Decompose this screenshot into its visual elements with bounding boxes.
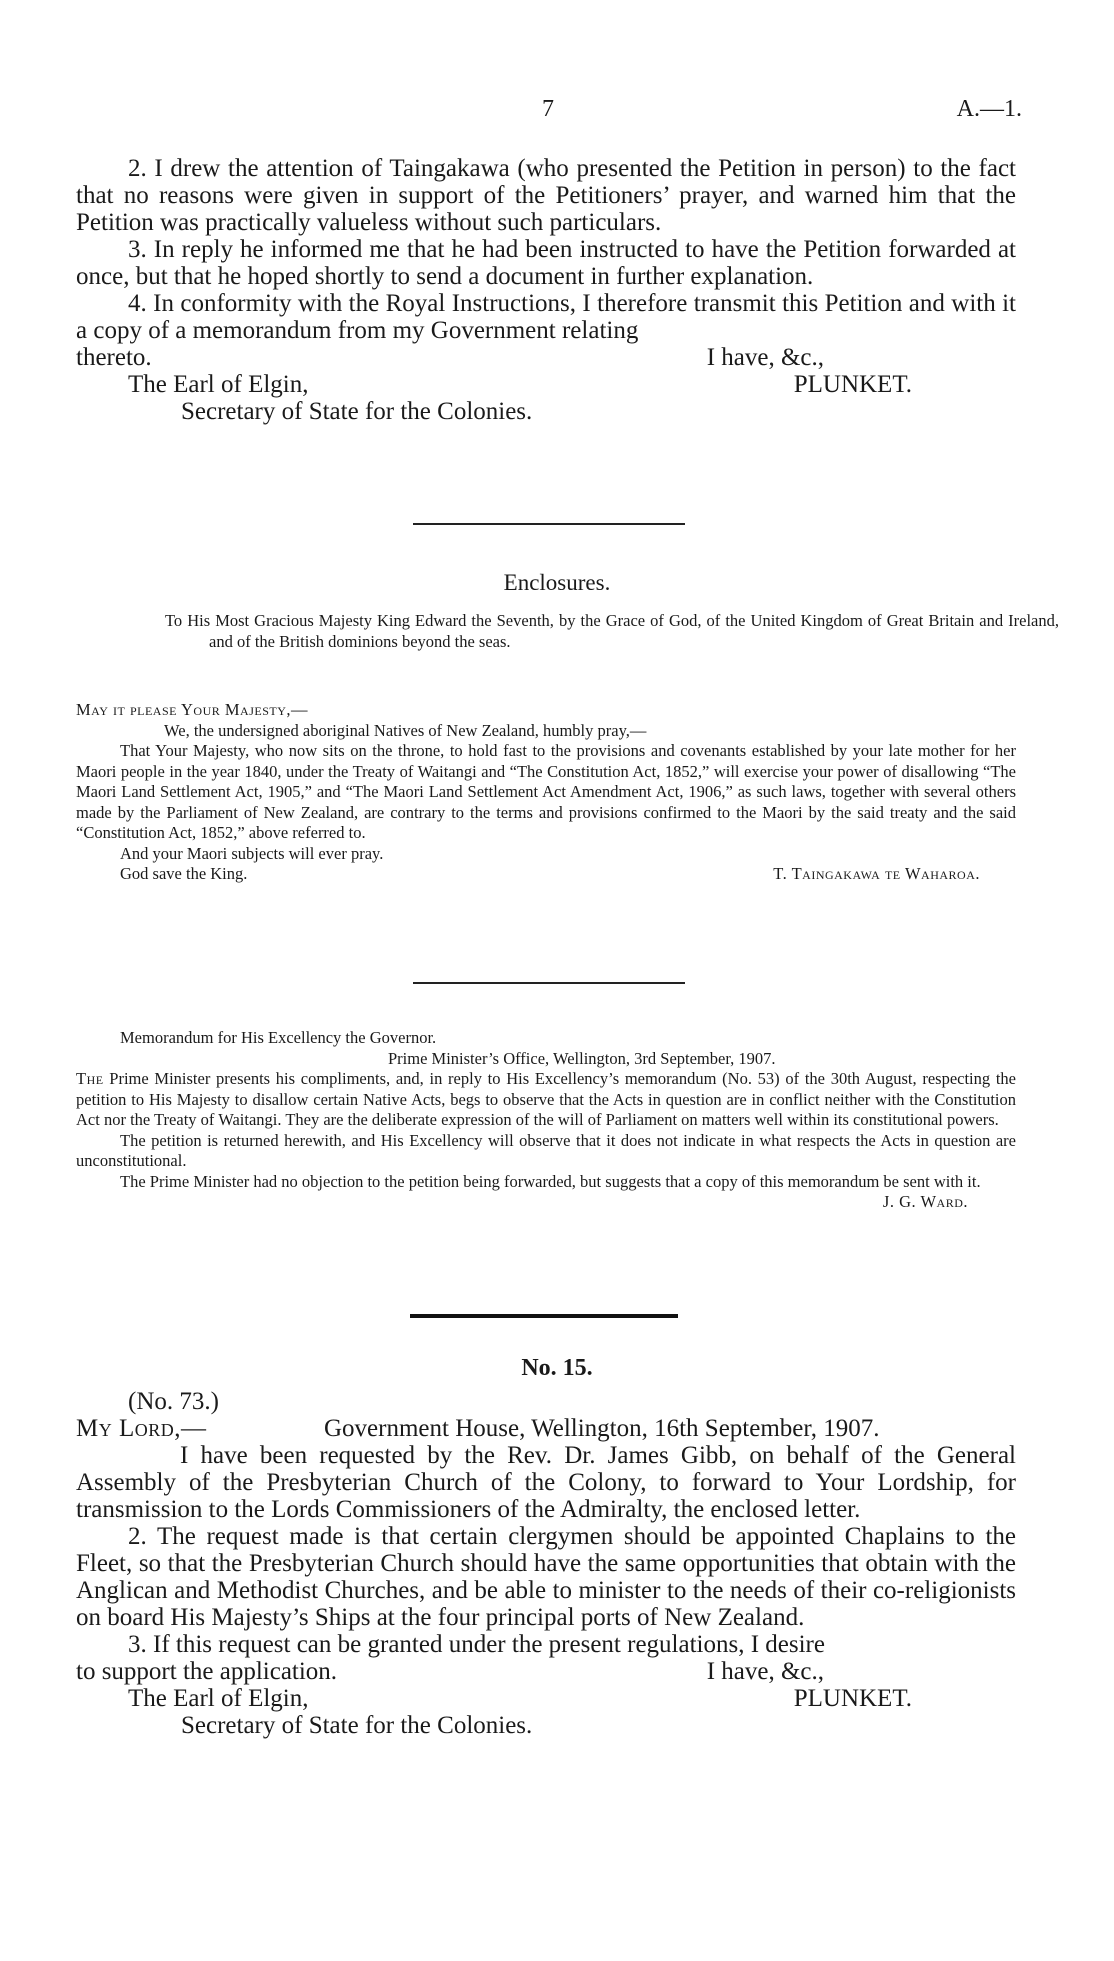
letter-1-paragraph: 2. I drew the attention of Taingakawa (who presented the Petition in person) to the fact that no reasons were given in support of the Petitioners’ prayer, and warned him that the Petition was practically valueless without such particulars. (76, 155, 1016, 236)
letter-2-addressee-title: Secretary of State for the Colonies. (181, 1712, 533, 1739)
petition-god-save: God save the King. (120, 864, 248, 883)
petition-salutation: May it please Your Majesty,— (76, 700, 309, 719)
letter-2-closing-line (76, 1658, 1016, 1685)
letter-2 (76, 1388, 1016, 1739)
letter-2-ref: (No. 73.) (128, 1388, 219, 1415)
petition-pray: And your Maori subjects will ever pray. (120, 843, 384, 863)
section-divider (413, 523, 685, 525)
enclosures-heading: Enclosures. (503, 570, 611, 595)
letter-2-paragraph: I have been requested by the Rev. Dr. James Gibb, on behalf of the General Assembly of the Presbyterian Church of the Colony, to forward to Your Lordship, for transmission to the Lords Commissioners of the Admiralty, the enclosed letter. (76, 1442, 1016, 1523)
letter-2-closing: I have, &c., (706, 1658, 824, 1685)
memorandum-lead-word: The (76, 1069, 104, 1088)
petition-signature-line (76, 864, 1016, 885)
petition-body: That Your Majesty, who now sits on the throne, to hold fast to the provisions and covenants established by your late mother for her Maori people in the year 1840, under the Treaty of Waitangi and “The Constitution Act, 1852,” will exercise your power of disallowing “The Maori Land Settlement Act, 1905,” and “The Maori Land Settlement Act Amendment Act, 1906,” as such laws, together with several others made by the Parliament of New Zealand, are contrary to the terms and provisions confirmed to the Maori by the said treaty and the said “Constitution Act, 1852,” above referred to. (76, 741, 1016, 842)
memorandum-signature (76, 1192, 968, 1213)
petition-opening: We, the undersigned aboriginal Natives of New Zealand, humbly pray,— (164, 720, 647, 740)
memorandum-paragraph (76, 1069, 1016, 1131)
letter-1-addressee: The Earl of Elgin, (128, 371, 309, 398)
letter-2-signature-line (76, 1685, 1016, 1712)
letter-1-signature: PLUNKET. (793, 371, 912, 398)
no-15-heading: No. 15. (521, 1355, 593, 1381)
letter-1-paragraph: 3. In reply he informed me that he had been instructed to have the Petition forwarded at once, but that he hoped shortly to send a document in further explanation. (76, 236, 1016, 290)
letter-2-salutation-line (76, 1415, 1016, 1442)
memorandum (76, 1028, 1016, 1213)
letter-2-place-date: Government House, Wellington, 16th September, 1907. (324, 1415, 880, 1442)
document-reference: A.—1. (956, 96, 1022, 122)
letter-2-salutation: My Lord,— (76, 1415, 207, 1442)
letter-1-last-line: thereto. (76, 344, 152, 371)
letter-2-signature: PLUNKET. (793, 1685, 912, 1712)
memorandum-paragraph: The Prime Minister had no objection to the petition being forwarded, but suggests that a copy of this memorandum be sent with it. (120, 1171, 981, 1191)
memorandum-office: Prime Minister’s Office, Wellington, 3rd September, 1907. (388, 1048, 776, 1068)
letter-2-paragraph: 3. If this request can be granted under the present regulations, I desire (128, 1631, 825, 1658)
section-divider-thick (410, 1314, 678, 1318)
letter-1 (76, 155, 1016, 425)
memorandum-signature-text: J. G. Ward. (882, 1192, 968, 1211)
petition-address: To His Most Gracious Majesty King Edward the Seventh, by the Grace of God, of the United Kingdom of Great Britain and Ireland, and of the British dominions beyond the seas. (165, 611, 1059, 651)
letter-2-addressee: The Earl of Elgin, (128, 1685, 309, 1712)
letter-1-closing: I have, &c., (706, 344, 824, 371)
letter-1-signature-line (76, 371, 1016, 398)
letter-2-paragraph: 2. The request made is that certain clergymen should be appointed Chaplains to the Fleet, so that the Presbyterian Church should have the same opportunities that obtain with the Anglican and Methodist Churches, and be able to minister to the needs of their co-religionists on board His Majesty’s Ships at the four principal ports of New Zealand. (76, 1523, 1016, 1631)
letter-1-closing-line (76, 344, 1016, 371)
letter-1-paragraph: 4. In conformity with the Royal Instructions, I therefore transmit this Petition and with it a copy of a memorandum from my Government relating (76, 290, 1016, 344)
petition-signatory: T. Taingakawa te Waharoa. (773, 864, 980, 883)
petition (76, 700, 1016, 885)
letter-2-last-line: to support the application. (76, 1658, 338, 1685)
memorandum-paragraph: The petition is returned herewith, and His Excellency will observe that it does not indicate in what respects the Acts in question are unconstitutional. (76, 1130, 1016, 1170)
page-number: 7 (542, 96, 554, 122)
memorandum-paragraph-text: Prime Minister presents his compliments, and, in reply to His Excellency’s memorandum (No. 53) of the 30th August, respecting the petition to His Majesty to disallow certain Native Acts, begs to observe that the Acts in question are in conflict neither with the Constitution Act nor the Treaty of Waitangi. They are the deliberate expression of the will of Parliament on matters well within its constitutional powers. (76, 1069, 1016, 1129)
memorandum-title: Memorandum for His Excellency the Governor. (120, 1028, 437, 1047)
letter-1-addressee-title: Secretary of State for the Colonies. (181, 398, 533, 425)
section-divider (413, 982, 685, 984)
